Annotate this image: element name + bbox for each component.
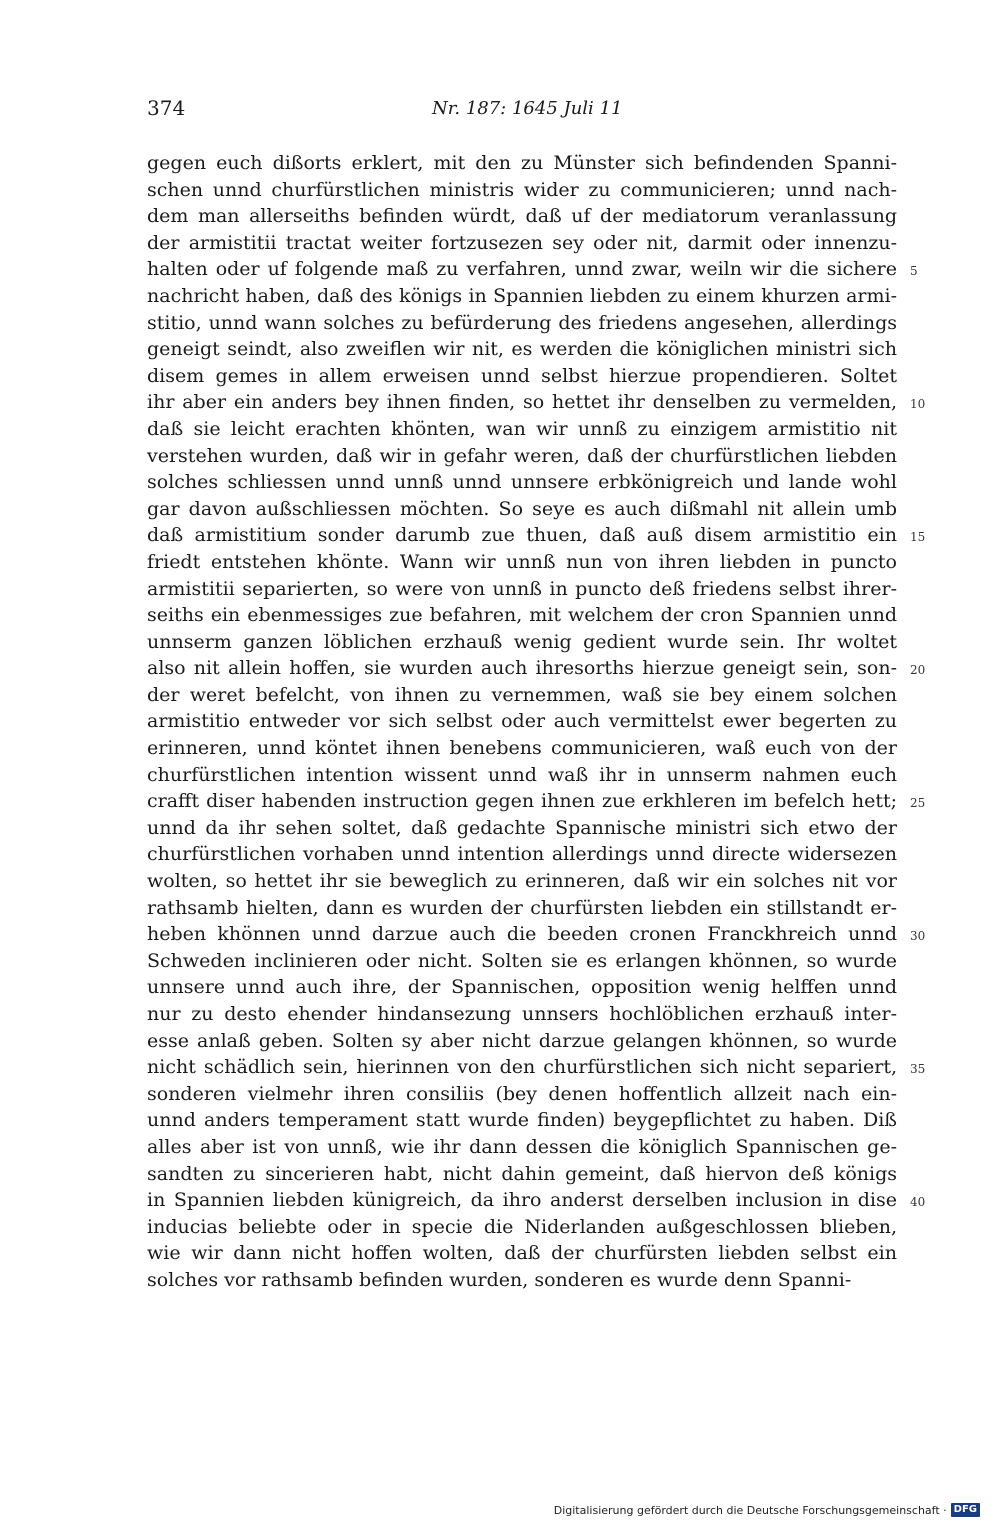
text-line: sonderen vielmehr ihren consiliis (bey denen hoffentlich allzeit nach ein- [147, 1082, 897, 1105]
text-line: solches schliessen unnd unnß unnd unnsere erbkönigreich und lande wohl [147, 471, 897, 494]
text-line: erinneren, unnd köntet ihnen benebens communicieren, waß euch von der [147, 737, 897, 760]
margin-number: 40 [910, 1195, 926, 1210]
text-line: churfürstlichen intention wissent unnd waß ihr in unnserm nahmen euch [147, 763, 897, 786]
margin-number: 15 [910, 530, 926, 545]
text-line: nicht schädlich sein, hierinnen von den churfürstlichen sich nicht separiert, [147, 1056, 897, 1079]
text-line: daß sie leicht erachten khönten, wan wir unnß zu einzigem armistitio nit [147, 417, 897, 440]
text-line: armistitii separierten, so were von unnß in puncto deß friedens selbst ihrer- [147, 577, 897, 600]
text-line: verstehen wurden, daß wir in gefahr weren, daß der churfürstlichen liebden [147, 444, 897, 467]
margin-number: 10 [910, 397, 926, 412]
text-line: esse anlaß geben. Solten sy aber nicht darzue gelangen khönnen, so wurde [147, 1029, 897, 1052]
text-line: der weret befelcht, von ihnen zu vernemmen, waß sie bey einem solchen [147, 683, 897, 706]
text-line: gegen euch dißorts erklert, mit den zu Münster sich befindenden Spanni- [147, 152, 897, 174]
text-line: unnd da ihr sehen soltet, daß gedachte Spannische ministri sich etwo der [147, 816, 897, 839]
margin-number: 5 [910, 264, 918, 279]
text-line: inducias beliebte oder in specie die Niderlanden außgeschlossen blieben, [147, 1215, 897, 1238]
text-line: nur zu desto ehender hindansezung unnsers hochlöblichen erzhauß inter- [147, 1003, 897, 1025]
text-line: schen unnd churfürstlichen ministris wider zu communicieren; unnd nach- [147, 178, 897, 201]
text-line: stitio, unnd wann solches zu befürderung des friedens angesehen, allerdings [147, 311, 897, 334]
text-line: crafft diser habenden instruction gegen ihnen zue erkhleren im befelch hett; [147, 790, 897, 813]
margin-number: 25 [910, 796, 926, 811]
text-line: armistitio entweder vor sich selbst oder auch vermittelst ewer begerten zu [147, 710, 897, 733]
text-line: churfürstlichen vorhaben unnd intention allerdings unnd directe widersezen [147, 843, 897, 866]
footer-credit [554, 1503, 980, 1517]
page-number: 374 [147, 96, 186, 120]
text-line: alles aber ist von unnß, wie ihr dann dessen die königlich Spannischen ge- [147, 1135, 897, 1158]
text-line: dem man allerseiths befinden würdt, daß uf der mediatorum veranlassung [147, 205, 897, 228]
body-text [147, 150, 897, 1294]
text-line: ihr aber ein anders bey ihnen finden, so hettet ihr denselben zu vermelden, [147, 391, 897, 414]
text-line: solches vor rathsamb befinden wurden, sonderen es wurde denn Spanni- [147, 1268, 852, 1291]
footer-credit-text: Digitalisierung gefördert durch die Deutsche Forschungsgemeinschaft · [553, 1503, 947, 1517]
text-line: unnd anders temperament statt wurde finden) beygepflichtet zu haben. Diß [147, 1109, 897, 1132]
margin-number: 20 [910, 663, 926, 678]
text-line: wie wir dann nicht hoffen wolten, daß der churfürsten liebden selbst ein [147, 1242, 897, 1265]
text-line: disem gemes in allem erweisen unnd selbst hierzue propendieren. Soltet [147, 364, 897, 387]
text-line: daß armistitium sonder darumb zue thuen, daß auß disem armistitio ein [147, 524, 897, 547]
text-line: der armistitii tractat weiter fortzusezen sey oder nit, darmit oder innenzu- [147, 231, 897, 254]
text-line: Schweden inclinieren oder nicht. Solten sie es erlangen khönnen, so wurde [147, 949, 897, 972]
text-line: friedt entstehen khönte. Wann wir unnß nun von ihren liebden in puncto [147, 550, 897, 573]
text-line: heben khönnen unnd darzue auch die beeden cronen Franckhreich unnd [147, 923, 897, 946]
dfg-logo: DFG [951, 1503, 980, 1517]
text-line: nachricht haben, daß des königs in Spannien liebden zu einem khurzen armi- [147, 284, 897, 307]
text-line: also nit allein hoffen, sie wurden auch ihresorths hierzue geneigt sein, son- [147, 657, 897, 680]
text-line: seiths ein ebenmessiges zue befahren, mit welchem der cron Spannien unnd [147, 604, 897, 627]
text-line: rathsamb hielten, dann es wurden der churfürsten liebden ein stillstandt er- [147, 896, 897, 919]
text-line: wolten, so hettet ihr sie beweglich zu erinneren, daß wir ein solches nit vor [147, 870, 897, 893]
text-line: gar davon außschliessen möchten. So seye es auch dißmahl nit allein umb [147, 497, 897, 520]
text-line: unnsere unnd auch ihre, der Spannischen, opposition wenig helffen unnd [147, 976, 897, 999]
text-line: in Spannien liebden künigreich, da ihro anderst derselben inclusion in dise [147, 1189, 897, 1212]
margin-number: 30 [910, 929, 926, 944]
text-line: geneigt seindt, also zweiflen wir nit, es werden die königlichen ministri sich [147, 338, 897, 361]
text-line: halten oder uf folgende maß zu verfahren, unnd zwar, weiln wir die sichere [147, 258, 897, 281]
text-line: sandten zu sincerieren habt, nicht dahin gemeint, daß hiervon deß königs [147, 1162, 897, 1185]
margin-number: 35 [910, 1062, 926, 1077]
text-line: unnserm ganzen löblichen erzhauß wenig gedient wurde sein. Ihr woltet [147, 630, 897, 653]
running-head: Nr. 187: 1645 Juli 11 [432, 98, 623, 119]
